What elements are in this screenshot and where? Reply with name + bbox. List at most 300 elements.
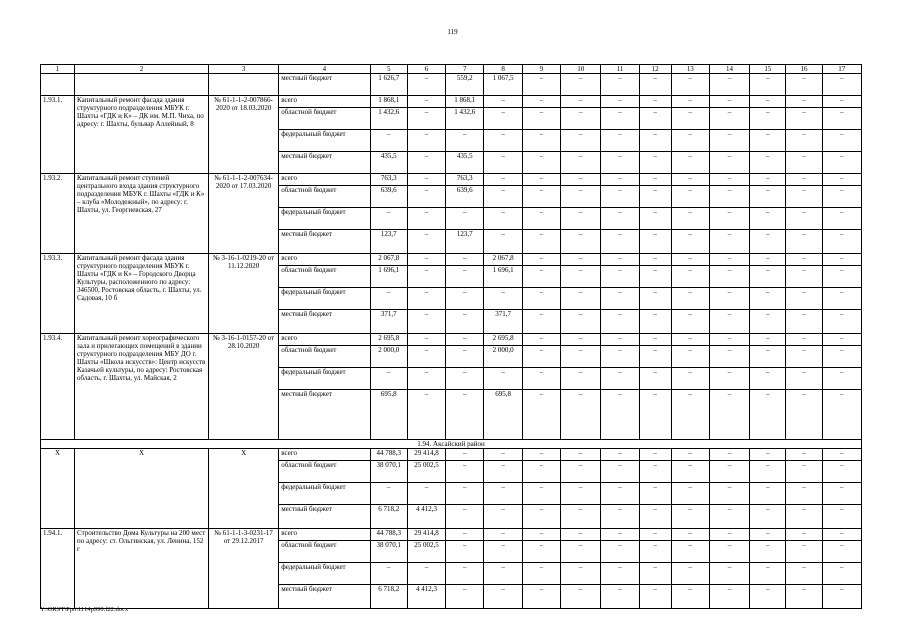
cell-value: –	[407, 334, 445, 346]
cell-value: –	[822, 266, 861, 288]
empty-cell	[41, 74, 75, 96]
cell-value: 371,7	[370, 310, 407, 334]
cell-value: 2 695,8	[484, 334, 522, 346]
cell-value: –	[601, 208, 639, 230]
cell-value: –	[522, 266, 560, 288]
cell-value: –	[560, 254, 600, 266]
table-row	[41, 449, 862, 461]
cell-value: –	[407, 130, 445, 152]
cell-value: –	[709, 449, 749, 461]
cell-value: –	[639, 254, 671, 266]
budget-type: местный бюджет	[279, 585, 370, 609]
budget-table	[40, 64, 862, 609]
cell-value: –	[639, 505, 671, 529]
cell-value: 38 070,1	[370, 541, 407, 563]
cell-value: –	[750, 449, 786, 461]
cell-value: –	[786, 288, 822, 310]
budget-type: федеральный бюджет	[279, 288, 370, 310]
budget-type: местный бюджет	[279, 74, 370, 96]
cell-value: 123,7	[370, 230, 407, 254]
cell-value: 123,7	[446, 230, 484, 254]
cell-value: 6 718,2	[370, 505, 407, 529]
cell-value: –	[522, 74, 560, 96]
cell-value: –	[786, 563, 822, 585]
cell-value: –	[822, 74, 861, 96]
cell-value: –	[750, 74, 786, 96]
cell-value: –	[446, 254, 484, 266]
cell-value: –	[639, 208, 671, 230]
cell-value: –	[750, 254, 786, 266]
budget-type: всего	[279, 174, 370, 186]
cell-value: –	[709, 108, 749, 130]
cell-value: –	[786, 208, 822, 230]
cell-value: –	[484, 130, 522, 152]
cell-value: 435,5	[370, 152, 407, 174]
cell-value: –	[786, 310, 822, 334]
cell-value: –	[822, 529, 861, 541]
cell-value: –	[522, 174, 560, 186]
cell-value: –	[639, 334, 671, 346]
cell-value: 763,3	[446, 174, 484, 186]
cell-value: –	[601, 541, 639, 563]
budget-type: местный бюджет	[279, 505, 370, 529]
cell-value: –	[671, 208, 709, 230]
cell-value: 1 067,5	[484, 74, 522, 96]
cell-value: –	[750, 152, 786, 174]
cell-value: –	[407, 266, 445, 288]
cell-value: –	[484, 208, 522, 230]
object-name: Капитальный ремонт фасада здания структурного подразделения МБУК г. Шахты «ГДК и К» – Городского Дворца Культуры, расположенного по адресу: 346500, Ростовская область, г. Шахты, ул. Садовая, 10 б	[75, 254, 209, 334]
cell-value: –	[560, 505, 600, 529]
cell-value: –	[709, 346, 749, 368]
cell-value: –	[750, 266, 786, 288]
cell-value: 1 696,1	[484, 266, 522, 288]
column-header: 2	[75, 65, 209, 74]
cell-value: –	[446, 346, 484, 368]
cell-value: –	[560, 368, 600, 390]
cell-value: –	[786, 108, 822, 130]
cell-value: –	[560, 74, 600, 96]
cell-value: –	[560, 108, 600, 130]
cell-value: –	[601, 461, 639, 483]
budget-type: всего	[279, 529, 370, 541]
cell-value: –	[750, 334, 786, 346]
cell-value: –	[601, 266, 639, 288]
cell-value: –	[484, 186, 522, 208]
column-header: 16	[786, 65, 822, 74]
footer-file-path: Y:\ORST\Ppo\1114p990.f22.docx	[40, 606, 129, 613]
cell-value: –	[750, 108, 786, 130]
cell-value: –	[446, 505, 484, 529]
budget-type: местный бюджет	[279, 390, 370, 440]
cell-value: –	[671, 186, 709, 208]
empty-cell	[209, 74, 279, 96]
cell-value: –	[560, 390, 600, 440]
cell-value: –	[484, 483, 522, 505]
cell-value: –	[639, 541, 671, 563]
budget-type: федеральный бюджет	[279, 368, 370, 390]
cell-value: –	[709, 230, 749, 254]
cell-value: 763,3	[370, 174, 407, 186]
cell-value: –	[750, 288, 786, 310]
cell-value: –	[560, 230, 600, 254]
cell-value: 1 432,6	[370, 108, 407, 130]
object-name: Капитальный ремонт хореографического зала и прилегающих помещений в здании структурного подразделения МБУ ДО г. Шахты «Школа искусств»: Центр искусств Казачьей культуры, по адресу: Ростовская область, г. Шахты, ул. Майская, 2	[75, 334, 209, 440]
cell-value: –	[822, 288, 861, 310]
table-row	[41, 74, 862, 96]
cell-value: –	[822, 96, 861, 108]
cell-value: –	[709, 208, 749, 230]
cell-value: 44 788,3	[370, 529, 407, 541]
cell-value: –	[709, 541, 749, 563]
budget-type: местный бюджет	[279, 152, 370, 174]
row-number: 1.93.3.	[41, 254, 75, 334]
cell-value: –	[407, 108, 445, 130]
cell-value: –	[560, 563, 600, 585]
cell-value: –	[639, 310, 671, 334]
cell-value: –	[484, 505, 522, 529]
column-header: 11	[601, 65, 639, 74]
cell-value: –	[822, 449, 861, 461]
cell-value: 1 696,1	[370, 266, 407, 288]
cell-value: –	[709, 563, 749, 585]
column-header: 7	[446, 65, 484, 74]
cell-value: 4 412,3	[407, 585, 445, 609]
cell-value: –	[484, 449, 522, 461]
object-name: Строительство Дома Культуры на 200 мест по адресу: ст. Ольгинская, ул. Ленина, 152 г	[75, 529, 209, 609]
cell-value: –	[709, 390, 749, 440]
cell-value: –	[750, 346, 786, 368]
cell-value: –	[560, 346, 600, 368]
cell-value: –	[822, 368, 861, 390]
cell-value: –	[639, 346, 671, 368]
cell-value: –	[484, 288, 522, 310]
cell-value: –	[370, 368, 407, 390]
cell-value: –	[484, 152, 522, 174]
column-header: 6	[407, 65, 445, 74]
cell-value: –	[370, 483, 407, 505]
cell-value: –	[750, 461, 786, 483]
cell-value: –	[522, 368, 560, 390]
page-number: 119	[447, 28, 458, 36]
cell-value: –	[671, 288, 709, 310]
cell-value: –	[822, 254, 861, 266]
column-header: 10	[560, 65, 600, 74]
empty-cell	[75, 74, 209, 96]
document-number: № 3-16-1-0157-20 от 28.10.2020	[209, 334, 279, 440]
section-row	[41, 440, 862, 449]
cell-value: –	[822, 108, 861, 130]
cell-value: –	[601, 563, 639, 585]
cell-value: 25 002,5	[407, 541, 445, 563]
cell-value: –	[522, 585, 560, 609]
cell-value: –	[786, 390, 822, 440]
cell-value: 2 067,8	[484, 254, 522, 266]
column-header: 12	[639, 65, 671, 74]
cell-value: –	[560, 585, 600, 609]
cell-value: –	[407, 288, 445, 310]
cell-value: –	[484, 461, 522, 483]
budget-type: областной бюджет	[279, 266, 370, 288]
cell-value: –	[601, 74, 639, 96]
budget-type: областной бюджет	[279, 108, 370, 130]
cell-value: –	[786, 585, 822, 609]
cell-value: –	[822, 208, 861, 230]
cell-value: –	[407, 186, 445, 208]
budget-type: всего	[279, 96, 370, 108]
column-header: 5	[370, 65, 407, 74]
cell-value: –	[786, 96, 822, 108]
cell-value: –	[522, 310, 560, 334]
cell-value: –	[639, 174, 671, 186]
cell-value: –	[639, 461, 671, 483]
cell-value: –	[484, 96, 522, 108]
cell-value: –	[446, 288, 484, 310]
cell-value: –	[446, 541, 484, 563]
cell-value: –	[709, 266, 749, 288]
cell-value: –	[446, 529, 484, 541]
row-number: Х	[41, 449, 75, 529]
cell-value: –	[786, 346, 822, 368]
cell-value: –	[601, 174, 639, 186]
cell-value: –	[446, 449, 484, 461]
cell-value: –	[601, 310, 639, 334]
cell-value: –	[601, 346, 639, 368]
cell-value: –	[522, 254, 560, 266]
cell-value: 2 000,0	[484, 346, 522, 368]
cell-value: –	[407, 346, 445, 368]
cell-value: –	[822, 461, 861, 483]
cell-value: –	[671, 230, 709, 254]
cell-value: –	[446, 208, 484, 230]
cell-value: –	[709, 585, 749, 609]
cell-value: –	[750, 563, 786, 585]
cell-value: –	[709, 529, 749, 541]
cell-value: 1 432,6	[446, 108, 484, 130]
column-header: 4	[279, 65, 370, 74]
cell-value: –	[446, 483, 484, 505]
cell-value: –	[522, 186, 560, 208]
cell-value: –	[786, 505, 822, 529]
cell-value: –	[446, 334, 484, 346]
cell-value: –	[407, 254, 445, 266]
column-header: 3	[209, 65, 279, 74]
budget-type: федеральный бюджет	[279, 483, 370, 505]
cell-value: –	[407, 74, 445, 96]
cell-value: –	[822, 310, 861, 334]
cell-value: 2 695,8	[370, 334, 407, 346]
cell-value: –	[639, 108, 671, 130]
row-number: 1.93.4.	[41, 334, 75, 440]
cell-value: –	[484, 108, 522, 130]
cell-value: –	[522, 505, 560, 529]
cell-value: –	[639, 230, 671, 254]
budget-type: федеральный бюджет	[279, 208, 370, 230]
cell-value: –	[601, 505, 639, 529]
cell-value: –	[560, 174, 600, 186]
cell-value: –	[370, 130, 407, 152]
cell-value: 25 002,5	[407, 461, 445, 483]
cell-value: 371,7	[484, 310, 522, 334]
cell-value: –	[407, 96, 445, 108]
cell-value: –	[522, 152, 560, 174]
document-number: № 61-1-1-2-007866-2020 от 18.03.2020	[209, 96, 279, 174]
budget-type: федеральный бюджет	[279, 130, 370, 152]
cell-value: –	[484, 230, 522, 254]
section-title: 1.94. Аксайский район	[41, 440, 862, 449]
cell-value: –	[671, 461, 709, 483]
table-row	[41, 96, 862, 108]
cell-value: –	[639, 483, 671, 505]
cell-value: –	[601, 390, 639, 440]
cell-value: –	[484, 585, 522, 609]
cell-value: –	[601, 230, 639, 254]
cell-value: –	[822, 186, 861, 208]
table-row	[41, 254, 862, 266]
cell-value: –	[786, 483, 822, 505]
cell-value: –	[639, 368, 671, 390]
cell-value: –	[786, 541, 822, 563]
cell-value: –	[407, 310, 445, 334]
budget-type: местный бюджет	[279, 310, 370, 334]
cell-value: –	[484, 529, 522, 541]
cell-value: –	[370, 208, 407, 230]
cell-value: –	[750, 96, 786, 108]
document-number: № 3-16-1-0219-20 от 11.12.2020	[209, 254, 279, 334]
cell-value: –	[786, 174, 822, 186]
cell-value: –	[601, 368, 639, 390]
cell-value: –	[560, 483, 600, 505]
cell-value: –	[639, 96, 671, 108]
row-number: 1.93.1.	[41, 96, 75, 174]
cell-value: –	[446, 563, 484, 585]
cell-value: –	[446, 130, 484, 152]
budget-type: областной бюджет	[279, 346, 370, 368]
cell-value: –	[822, 505, 861, 529]
cell-value: –	[822, 130, 861, 152]
cell-value: –	[822, 152, 861, 174]
cell-value: –	[601, 96, 639, 108]
cell-value: –	[750, 368, 786, 390]
cell-value: –	[560, 310, 600, 334]
cell-value: –	[709, 483, 749, 505]
cell-value: –	[601, 483, 639, 505]
cell-value: –	[560, 334, 600, 346]
cell-value: –	[601, 186, 639, 208]
cell-value: –	[522, 483, 560, 505]
cell-value: –	[407, 390, 445, 440]
document-number: № 61-1-1-3-0231-17 от 29.12.2017	[209, 529, 279, 609]
cell-value: –	[601, 254, 639, 266]
cell-value: –	[671, 529, 709, 541]
document-number: Х	[209, 449, 279, 529]
cell-value: –	[522, 230, 560, 254]
cell-value: –	[522, 461, 560, 483]
cell-value: –	[750, 483, 786, 505]
row-number: 1.93.2.	[41, 174, 75, 254]
cell-value: –	[560, 461, 600, 483]
cell-value: –	[522, 390, 560, 440]
cell-value: –	[786, 74, 822, 96]
cell-value: –	[709, 152, 749, 174]
cell-value: –	[671, 449, 709, 461]
cell-value: –	[750, 174, 786, 186]
cell-value: –	[671, 130, 709, 152]
cell-value: –	[560, 130, 600, 152]
cell-value: –	[601, 529, 639, 541]
cell-value: –	[671, 334, 709, 346]
column-header: 13	[671, 65, 709, 74]
cell-value: –	[639, 74, 671, 96]
cell-value: –	[671, 346, 709, 368]
cell-value: –	[822, 230, 861, 254]
cell-value: –	[671, 266, 709, 288]
cell-value: –	[601, 288, 639, 310]
cell-value: 2 000,0	[370, 346, 407, 368]
column-header: 14	[709, 65, 749, 74]
cell-value: –	[822, 541, 861, 563]
cell-value: –	[639, 529, 671, 541]
cell-value: –	[786, 254, 822, 266]
cell-value: –	[407, 483, 445, 505]
cell-value: –	[786, 230, 822, 254]
cell-value: –	[750, 208, 786, 230]
cell-value: 4 412,3	[407, 505, 445, 529]
cell-value: –	[709, 254, 749, 266]
cell-value: –	[786, 266, 822, 288]
header-row	[41, 65, 862, 74]
cell-value: –	[407, 563, 445, 585]
cell-value: 639,6	[370, 186, 407, 208]
cell-value: –	[522, 108, 560, 130]
cell-value: –	[786, 529, 822, 541]
cell-value: –	[522, 130, 560, 152]
cell-value: 695,8	[484, 390, 522, 440]
cell-value: 44 788,3	[370, 449, 407, 461]
cell-value: –	[822, 563, 861, 585]
cell-value: –	[750, 130, 786, 152]
cell-value: 29 414,8	[407, 449, 445, 461]
cell-value: –	[522, 563, 560, 585]
cell-value: –	[671, 483, 709, 505]
budget-type: местный бюджет	[279, 230, 370, 254]
table-row	[41, 529, 862, 541]
cell-value: –	[639, 585, 671, 609]
cell-value: –	[709, 368, 749, 390]
cell-value: –	[709, 130, 749, 152]
cell-value: –	[639, 563, 671, 585]
column-header: 9	[522, 65, 560, 74]
cell-value: –	[484, 541, 522, 563]
cell-value: –	[446, 310, 484, 334]
cell-value: 29 414,8	[407, 529, 445, 541]
cell-value: –	[671, 310, 709, 334]
cell-value: –	[671, 174, 709, 186]
cell-value: –	[709, 505, 749, 529]
cell-value: –	[446, 266, 484, 288]
cell-value: –	[671, 96, 709, 108]
cell-value: –	[671, 254, 709, 266]
cell-value: –	[750, 505, 786, 529]
cell-value: –	[407, 152, 445, 174]
cell-value: –	[407, 230, 445, 254]
cell-value: –	[601, 449, 639, 461]
budget-type: федеральный бюджет	[279, 563, 370, 585]
budget-type: всего	[279, 449, 370, 461]
cell-value: –	[750, 230, 786, 254]
cell-value: –	[560, 152, 600, 174]
cell-value: –	[750, 585, 786, 609]
